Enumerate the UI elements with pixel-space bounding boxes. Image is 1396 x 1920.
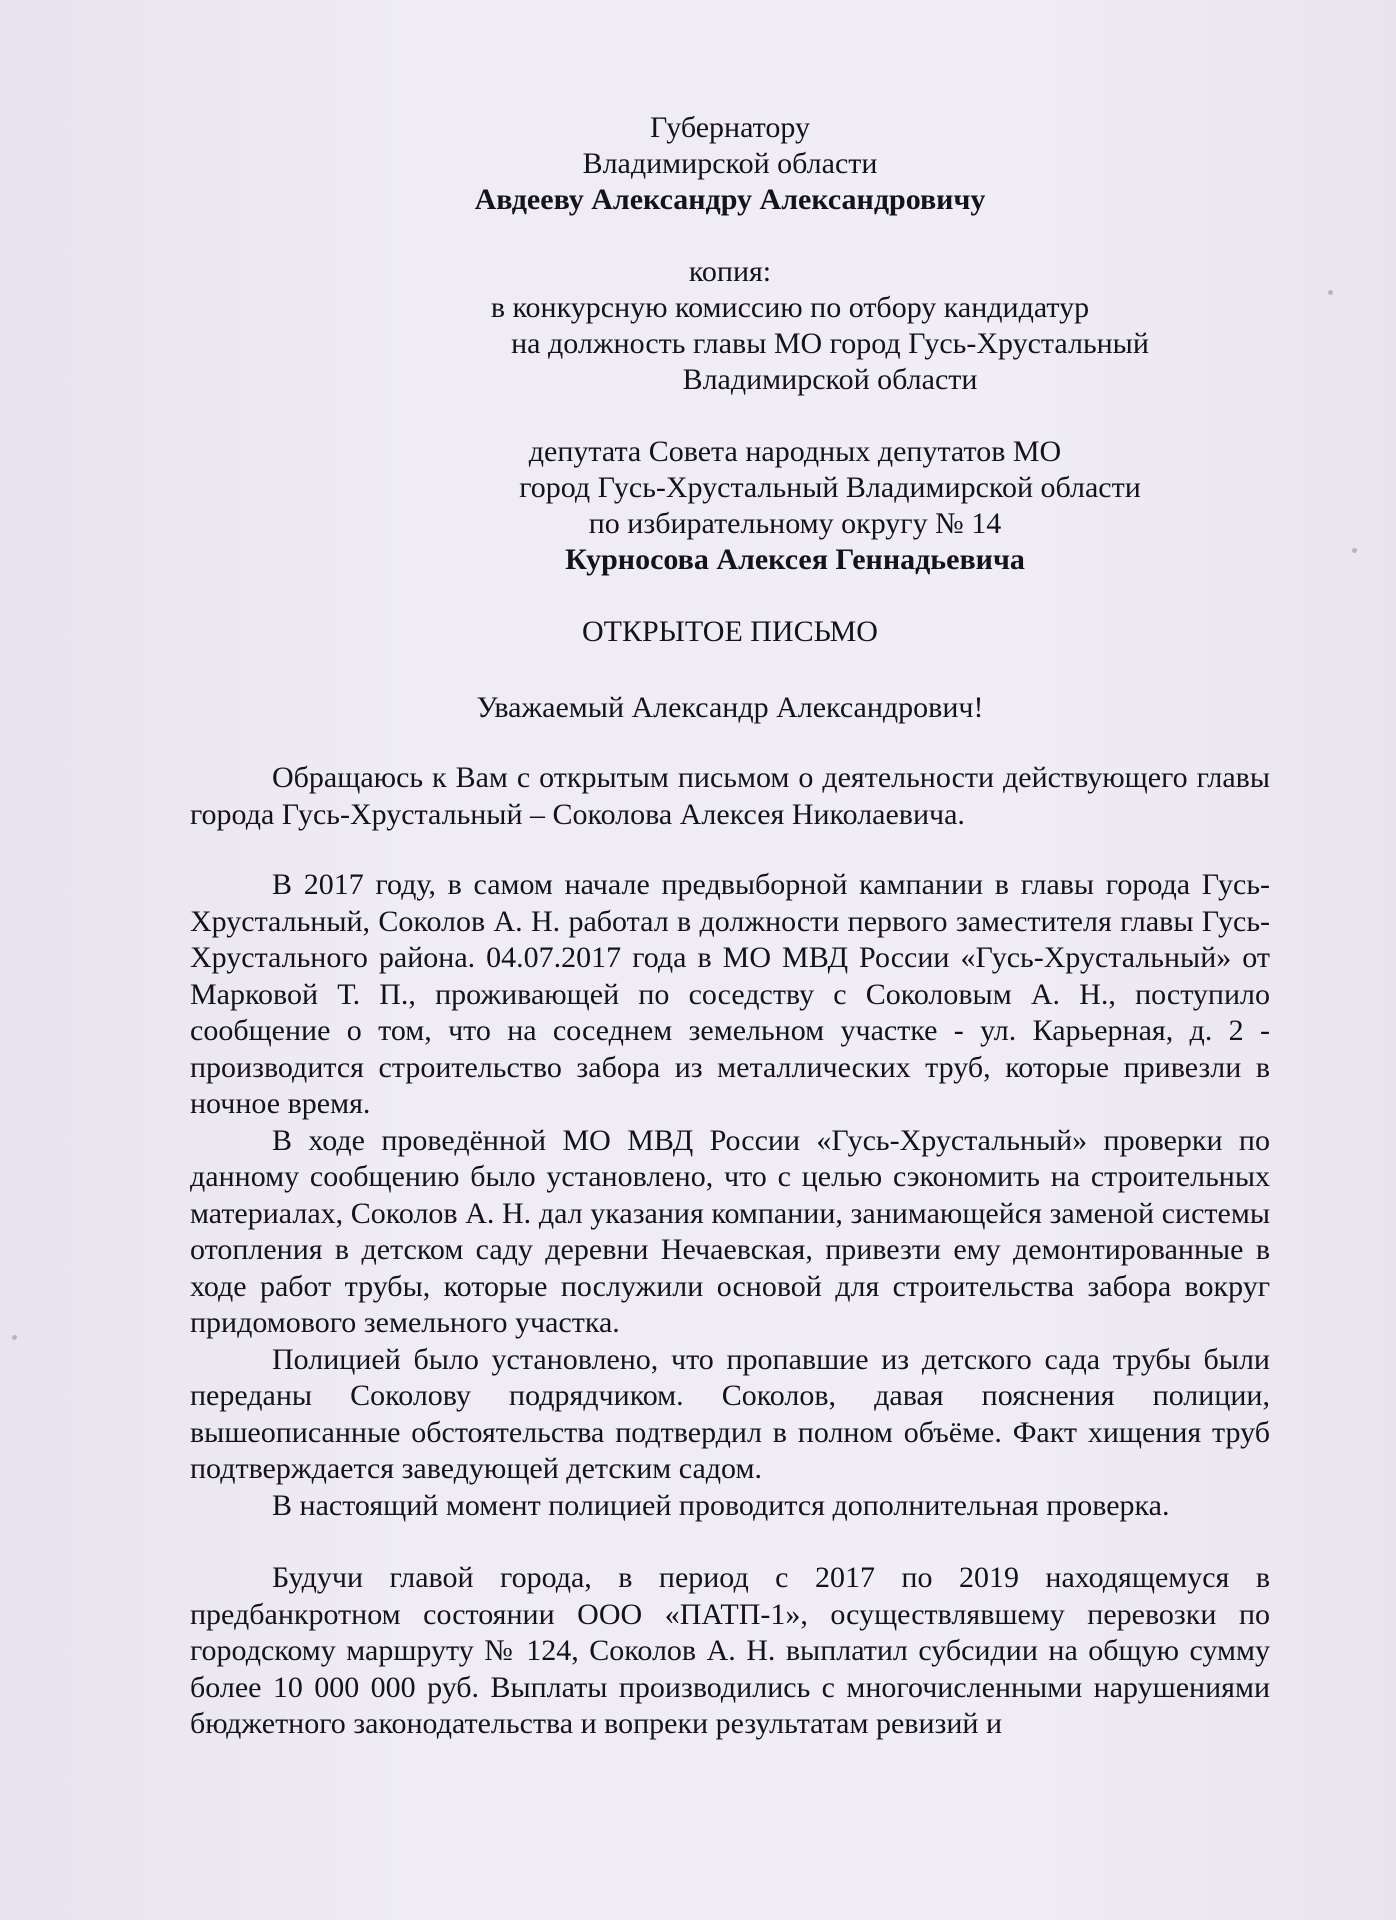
addressee-line-2: Владимирской области (582, 147, 878, 180)
sender-block (190, 434, 1270, 578)
letter-title: ОТКРЫТОЕ ПИСЬМО (582, 615, 878, 648)
paragraph-2: В 2017 году, в самом начале предвыборной кампании в главы города Гусь-Хрустальный, Соколов А. Н. работал в должности первого заместителя главы Гусь-Хрустального района. 04.07.2017 года в МО МВД России «Гусь-Хрустальный» от Марковой Т. П., проживающей по соседству с Соколовым А. Н., поступило сообщение о том, что на соседнем земельном участке - ул. Карьерная, д. 2 - производится строительство забора из металлических труб, которые привезли в ночное время. (190, 868, 1270, 1120)
copy-line-2: на должность главы МО город Гусь-Хрустальный (511, 327, 1149, 360)
paper-speck (1352, 548, 1357, 553)
letter-body (190, 760, 1270, 1743)
sender-line-3: по избирательному округу № 14 (588, 507, 1002, 540)
paper-speck (1328, 290, 1333, 295)
copy-line-3: Владимирской области (682, 363, 978, 396)
addressee-block (190, 110, 1270, 218)
paragraph-4: Полицией было установлено, что пропавшие из детского сада трубы были переданы Соколову подрядчиком. Соколов, давая пояснения полиции, вышеописанные обстоятельства подтвердил в полном объёме. Факт хищения труб подтверждается заведующей детским садом. (190, 1342, 1270, 1485)
addressee-name: Авдееву Александру Александровичу (474, 183, 986, 216)
paragraph-1: Обращаюсь к Вам с открытым письмом о деятельности действующего главы города Гусь-Хрустальный – Соколова Алексея Николаевича. (190, 761, 1270, 831)
sender-name: Курносова Алексея Геннадьевича (565, 543, 1025, 576)
paper-speck (12, 1335, 17, 1340)
sender-line-1: депутата Совета народных депутатов МО (528, 435, 1062, 468)
copy-block (190, 254, 1270, 398)
addressee-line-1: Губернатору (650, 111, 810, 144)
paragraph-3: В ходе проведённой МО МВД России «Гусь-Хрустальный» проверки по данному сообщению было установлено, что с целью сэкономить на строительных материалах, Соколов А. Н. дал указания компании, занимающейся заменой системы отопления в детском саду деревни Нечаевская, привезти ему демонтированные в ходе работ трубы, которые послужили основой для строительства забора вокруг придомового земельного участка. (190, 1123, 1270, 1339)
paragraph-6: Будучи главой города, в период с 2017 по 2019 находящемуся в предбанкротном состоянии ООО «ПАТП-1», осуществлявшему перевозки по городскому маршруту № 124, Соколов А. Н. выплатил субсидии на общую сумму более 10 000 000 руб. Выплаты производились с многочисленными нарушениями бюджетного законодательства и вопреки результатам ревизий и (190, 1561, 1270, 1740)
paragraph-5: В настоящий момент полицией проводится дополнительная проверка. (272, 1488, 1170, 1522)
copy-label: копия: (688, 255, 772, 288)
sender-line-2: город Гусь-Хрустальный Владимирской области (519, 471, 1141, 504)
copy-line-1: в конкурсную комиссию по отбору кандидатур (490, 291, 1090, 324)
letter-greeting: Уважаемый Александр Александрович! (476, 691, 984, 724)
